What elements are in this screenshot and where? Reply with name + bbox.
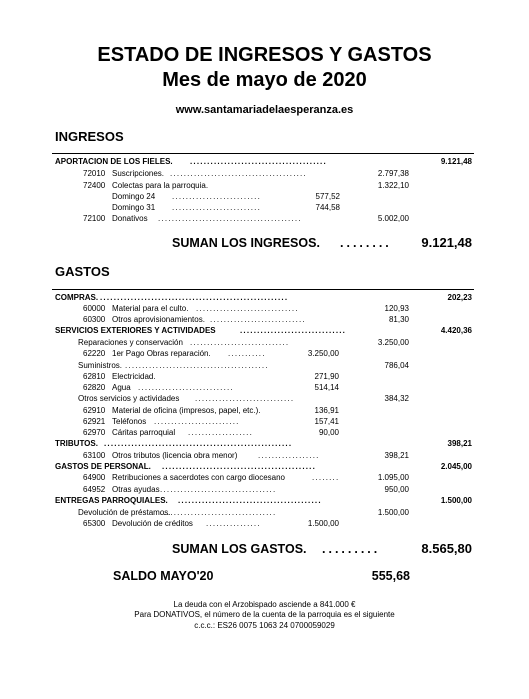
- saldo-value: 555,68: [371, 569, 410, 583]
- ingresos-row: Domingo 31 .......................... 744,58: [112, 203, 340, 212]
- gastos-row: 63100 Otros tributos (licencia obra menor) .................. 398,21: [83, 451, 409, 460]
- gastos-row: 64952 Otras ayudas .................................. 950,00: [83, 485, 409, 494]
- gastos-row: 62970 Cáritas parroquial ................... 90,00: [83, 428, 339, 437]
- gastos-row: Suministros. .......................................... 786,04: [78, 361, 409, 370]
- ingresos-row: Domingo 24 .......................... 577,52: [112, 192, 340, 201]
- gastos-row: Devolución de préstamos. .................................. 1.500,00: [78, 508, 409, 517]
- ingresos-total: SUMAN LOS INGRESOS. ........ 9.121,48: [172, 235, 472, 250]
- gastos-row: 60000 Material para el culto. .............................. 120,93: [83, 304, 409, 313]
- saldo-label: SALDO MAYO'20: [113, 569, 214, 583]
- ingresos-row: 72100 Donativos .......................................... 5.002,00: [83, 214, 409, 223]
- gastos-row: 60300 Otros aprovisionamientos. ............................ 81,30: [83, 315, 409, 324]
- gastos-row: 65300 Devolución de créditos ................ 1.500,00: [83, 519, 339, 528]
- gastos-row: TRIBUTOS. ....................................................... 398,21: [55, 439, 472, 448]
- gastos-row: 64900 Retribuciones a sacerdotes con cargo diocesano ........ 1.095,00: [83, 473, 409, 482]
- footer-debt: La deuda con el Arzobispado asciende a 841.000 €: [173, 600, 356, 609]
- gastos-row: 62820 Agua ............................ 514,14: [83, 383, 339, 392]
- gastos-row: 62220 1er Pago Obras reparación. ........... 3.250,00: [83, 349, 339, 358]
- gastos-total: SUMAN LOS GASTOS. ......... 8.565,80: [172, 541, 472, 556]
- gastos-heading: GASTOS: [55, 264, 110, 279]
- gastos-row: Otros servicios y actividades ............................. 384,32: [78, 394, 409, 403]
- footer-donations: Para DONATIVOS, el número de la cuenta de la parroquia es el siguiente: [134, 610, 395, 619]
- ingresos-heading: INGRESOS: [55, 129, 124, 144]
- report-subtitle: Mes de mayo de 2020: [162, 69, 367, 91]
- ingresos-divider: [52, 153, 474, 154]
- report-title: ESTADO DE INGRESOS Y GASTOS: [97, 44, 432, 66]
- ingresos-row: 72010 Suscripciones. ........................................ 2.797,38: [83, 169, 409, 178]
- gastos-divider: [52, 289, 474, 290]
- gastos-row: Reparaciones y conservación ............................. 3.250,00: [78, 338, 409, 347]
- gastos-row: 62810 Electricidad. 271,90: [83, 372, 339, 381]
- gastos-row: 62921 Teléfonos ......................... 157,41: [83, 417, 339, 426]
- ingresos-row: APORTACION DE LOS FIELES. ........................................ 9.121,48: [55, 157, 472, 166]
- ingresos-row: 72400 Colectas para la parroquia. 1.322,10: [83, 181, 409, 190]
- footer-account: c.c.c.: ES26 0075 1063 24 0700059029: [194, 621, 335, 630]
- gastos-row: GASTOS DE PERSONAL. ............................................. 2.045,00: [55, 462, 472, 471]
- website-link[interactable]: www.santamariadelaesperanza.es: [175, 104, 354, 116]
- gastos-row: 62910 Material de oficina (impresos, papel, etc.). 136,91: [83, 406, 339, 415]
- gastos-row: SERVICIOS EXTERIORES Y ACTIVIDADES ............................... 4.420,36: [55, 326, 472, 335]
- gastos-row: COMPRAS. ....................................................... 202,23: [55, 293, 472, 302]
- gastos-row: ENTREGAS PARROQUIALES. .......................................... 1.500,00: [55, 496, 472, 505]
